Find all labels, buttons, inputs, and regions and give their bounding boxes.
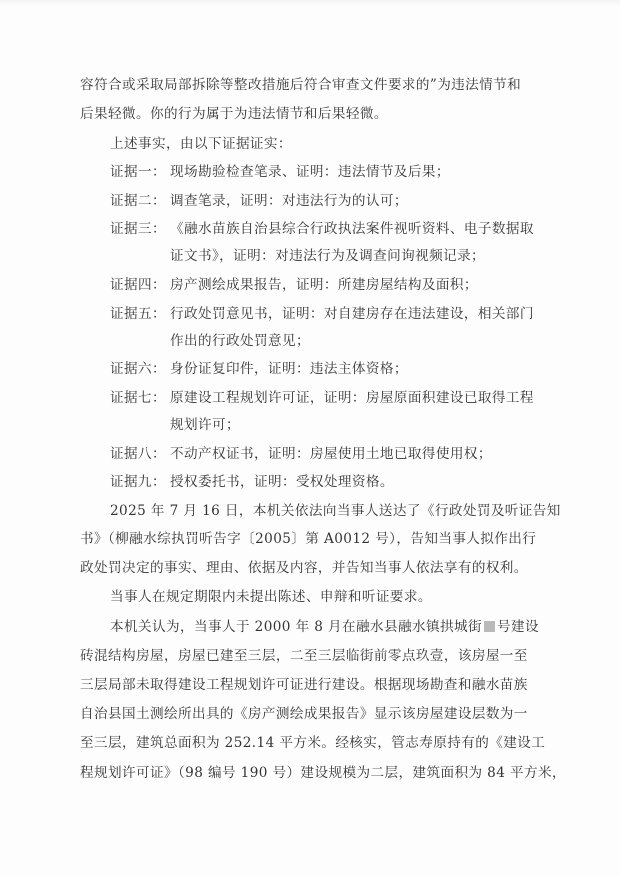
notice-paragraph-line-2: 书》（柳融水综执罚听告字〔2005〕第 A0012 号），告知当事人拟作出行 xyxy=(80,531,537,547)
evidence-label: 证据四： xyxy=(110,277,166,293)
evidence-label: 证据一： xyxy=(110,164,166,180)
evidence-label: 证据九： xyxy=(110,474,166,490)
evidence-item-7-continuation: 规划许可； xyxy=(170,417,240,433)
evidence-item-5 xyxy=(110,305,534,323)
evidence-item-9 xyxy=(110,473,394,491)
finding-text-before-redaction: 本机关认为，当事人于 2000 年 8 月在融水县融水镇拱城街 xyxy=(110,619,482,635)
evidence-item-1 xyxy=(110,163,450,181)
evidence-label: 证据五： xyxy=(110,306,166,322)
evidence-text: 现场勘验检查笔录、证明：违法情节及后果； xyxy=(170,164,450,180)
evidence-label: 证据七： xyxy=(110,390,166,406)
evidence-text: 不动产权证书，证明：房屋使用土地已取得使用权； xyxy=(170,446,492,462)
finding-text-after-redaction: 号建设 xyxy=(497,619,539,635)
finding-paragraph-line-6: 程规划许可证》（98 编号 190 号）建设规模为二层，建筑面积为 84 平方米， xyxy=(80,765,566,781)
evidence-label: 证据二： xyxy=(110,193,166,209)
evidence-item-2 xyxy=(110,192,408,210)
evidence-label: 证据三： xyxy=(110,221,166,237)
evidence-label: 证据八： xyxy=(110,446,166,462)
notice-paragraph-line-1: 2025 年 7 月 16 日，本机关依法向当事人送达了《行政处罚及听证告知 xyxy=(110,503,561,519)
evidence-item-7 xyxy=(110,389,534,407)
no-statement-paragraph: 当事人在规定期限内未提出陈述、申辩和听证要求。 xyxy=(110,589,432,605)
paragraph-1-line-1: 容符合或采取局部拆除等整改措施后符合审查文件要求的”为违法情节和 xyxy=(80,77,522,93)
finding-paragraph-line-2: 砖混结构房屋，房屋已建至三层，二至三层临街前零点玖壹，该房屋一至 xyxy=(80,648,528,664)
evidence-text: 房产测绘成果报告，证明：所建房屋结构及面积； xyxy=(170,277,478,293)
evidence-item-3-continuation: 证文书》，证明：对违法行为及调查问询视频记录； xyxy=(170,248,486,264)
evidence-text: 《融水苗族自治县综合行政执法案件视听资料、电子数据取 xyxy=(170,221,534,237)
finding-paragraph-line-1 xyxy=(110,618,539,636)
finding-paragraph-line-3: 三层局部未取得建设工程规划许可证进行建设。根据现场勘查和融水苗族 xyxy=(80,677,528,693)
evidence-text: 授权委托书，证明：受权处理资格。 xyxy=(170,474,394,490)
evidence-text: 身份证复印件，证明：违法主体资格； xyxy=(170,361,408,377)
finding-paragraph-line-5: 至三层，建筑总面积为 252.14 平方米。经核实，管志寿原持有的《建设工 xyxy=(80,735,546,751)
redaction-mark xyxy=(484,621,495,632)
evidence-item-6 xyxy=(110,360,408,378)
evidence-item-3 xyxy=(110,220,534,238)
page-top-edge xyxy=(0,0,620,6)
notice-paragraph-line-3: 政处罚决定的事实、理由、依据及内容，并告知当事人依法享有的权利。 xyxy=(80,560,528,576)
finding-paragraph-line-4: 自治县国土测绘所出具的《房产测绘成果报告》显示该房屋建设层数为一 xyxy=(80,706,528,722)
evidence-text: 调查笔录，证明：对违法行为的认可； xyxy=(170,193,408,209)
evidence-item-8 xyxy=(110,445,492,463)
evidence-item-5-continuation: 作出的行政处罚意见； xyxy=(170,333,310,349)
evidence-item-4 xyxy=(110,276,478,294)
evidence-text: 行政处罚意见书，证明：对自建房存在违法建设，相关部门 xyxy=(170,306,534,322)
paragraph-1-line-2: 后果轻微。你的行为属于为违法情节和后果轻微。 xyxy=(80,106,388,122)
evidence-intro: 上述事实，由以下证据证实： xyxy=(110,136,292,152)
evidence-label: 证据六： xyxy=(110,361,166,377)
evidence-text: 原建设工程规划许可证，证明：房屋原面积建设已取得工程 xyxy=(170,390,534,406)
